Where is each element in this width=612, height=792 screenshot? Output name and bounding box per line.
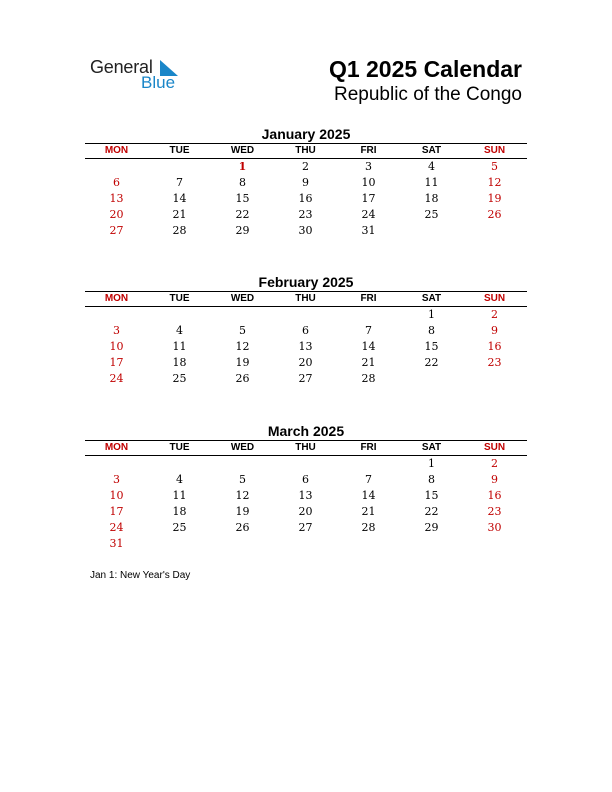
day-cell: 6 bbox=[302, 324, 309, 337]
day-cell: 29 bbox=[235, 224, 250, 237]
week-row bbox=[85, 223, 527, 239]
day-cell: 6 bbox=[302, 473, 309, 486]
week-row bbox=[85, 191, 527, 207]
weekday-label: FRI bbox=[360, 293, 377, 304]
day-cell: 20 bbox=[109, 208, 124, 221]
day-cell: 29 bbox=[424, 521, 439, 534]
day-cell: 8 bbox=[239, 176, 246, 189]
day-cell: 12 bbox=[235, 489, 250, 502]
day-cell: 2 bbox=[491, 308, 498, 321]
week-row bbox=[85, 207, 527, 223]
day-cell: 4 bbox=[428, 160, 435, 173]
day-cell bbox=[274, 536, 337, 552]
weekday-label: SAT bbox=[421, 145, 442, 156]
week-row bbox=[85, 307, 527, 323]
day-cell bbox=[148, 307, 211, 323]
day-cell: 7 bbox=[365, 324, 372, 337]
month-title: March 2025 bbox=[267, 423, 345, 439]
day-cell bbox=[85, 307, 148, 323]
day-cell: 13 bbox=[298, 340, 313, 353]
day-cell: 28 bbox=[172, 224, 187, 237]
weekday-header-row bbox=[85, 291, 527, 307]
day-cell: 18 bbox=[424, 192, 439, 205]
weekday-label: SUN bbox=[483, 442, 506, 453]
day-cell: 2 bbox=[491, 457, 498, 470]
day-cell: 4 bbox=[176, 473, 183, 486]
logo-text-general: General bbox=[90, 57, 153, 77]
weekday-label: TUE bbox=[169, 442, 190, 453]
week-row bbox=[85, 504, 527, 520]
day-cell bbox=[337, 307, 400, 323]
day-cell: 3 bbox=[365, 160, 372, 173]
day-cell: 3 bbox=[113, 324, 120, 337]
logo bbox=[90, 56, 200, 96]
weekday-header-row bbox=[85, 143, 527, 159]
day-cell: 27 bbox=[109, 224, 124, 237]
week-row bbox=[85, 488, 527, 504]
day-cell: 31 bbox=[109, 537, 124, 550]
day-cell: 13 bbox=[298, 489, 313, 502]
day-cell: 16 bbox=[487, 340, 502, 353]
week-row bbox=[85, 339, 527, 355]
day-cell: 22 bbox=[424, 356, 439, 369]
month-title: February 2025 bbox=[258, 274, 354, 290]
day-cell: 19 bbox=[487, 192, 502, 205]
day-cell: 24 bbox=[109, 521, 124, 534]
week-row bbox=[85, 175, 527, 191]
day-cell bbox=[211, 307, 274, 323]
day-cell: 11 bbox=[424, 176, 439, 189]
month-calendar bbox=[85, 422, 527, 552]
day-cell: 27 bbox=[298, 372, 313, 385]
day-cell: 5 bbox=[239, 324, 246, 337]
day-cell bbox=[463, 371, 526, 387]
day-cell: 2 bbox=[302, 160, 309, 173]
day-cell: 14 bbox=[361, 489, 376, 502]
week-row bbox=[85, 371, 527, 387]
day-cell: 25 bbox=[172, 521, 187, 534]
day-cell: 9 bbox=[491, 324, 498, 337]
day-cell: 11 bbox=[172, 340, 187, 353]
weekday-label: WED bbox=[230, 145, 255, 156]
day-cell: 11 bbox=[172, 489, 187, 502]
day-cell: 25 bbox=[424, 208, 439, 221]
day-cell: 13 bbox=[109, 192, 124, 205]
day-cell: 26 bbox=[235, 372, 250, 385]
weekday-label: FRI bbox=[360, 145, 377, 156]
day-cell: 7 bbox=[176, 176, 183, 189]
day-cell: 17 bbox=[361, 192, 376, 205]
day-cell: 25 bbox=[172, 372, 187, 385]
day-cell: 19 bbox=[235, 356, 250, 369]
month-calendar bbox=[85, 125, 527, 239]
day-cell bbox=[400, 223, 463, 239]
day-cell: 26 bbox=[235, 521, 250, 534]
day-cell: 14 bbox=[361, 340, 376, 353]
day-cell: 18 bbox=[172, 356, 187, 369]
weekday-label: SUN bbox=[483, 145, 506, 156]
day-cell: 5 bbox=[239, 473, 246, 486]
day-cell: 9 bbox=[491, 473, 498, 486]
month-title: January 2025 bbox=[261, 126, 351, 142]
logo-text-blue: Blue bbox=[141, 73, 176, 92]
day-cell bbox=[148, 536, 211, 552]
day-cell bbox=[463, 536, 526, 552]
day-cell: 14 bbox=[172, 192, 187, 205]
weekday-label: SUN bbox=[483, 293, 506, 304]
day-cell: 10 bbox=[109, 489, 124, 502]
day-cell: 28 bbox=[361, 372, 376, 385]
weekday-label: THU bbox=[295, 293, 316, 304]
day-cell: 1 bbox=[428, 308, 435, 321]
day-cell: 5 bbox=[491, 160, 498, 173]
day-cell: 21 bbox=[361, 356, 376, 369]
week-row bbox=[85, 520, 527, 536]
day-cell: 20 bbox=[298, 356, 313, 369]
day-cell: 4 bbox=[176, 324, 183, 337]
day-cell: 3 bbox=[113, 473, 120, 486]
day-cell: 15 bbox=[235, 192, 250, 205]
day-cell: 23 bbox=[487, 356, 502, 369]
day-cell: 30 bbox=[298, 224, 313, 237]
day-cell: 15 bbox=[424, 340, 439, 353]
day-cell: 22 bbox=[424, 505, 439, 518]
day-cell: 16 bbox=[487, 489, 502, 502]
page-title: Q1 2025 Calendar bbox=[328, 56, 522, 82]
day-cell: 24 bbox=[109, 372, 124, 385]
day-cell: 16 bbox=[298, 192, 313, 205]
day-cell: 1 bbox=[428, 457, 435, 470]
day-cell: 21 bbox=[361, 505, 376, 518]
weekday-label: SAT bbox=[421, 442, 442, 453]
day-cell: 18 bbox=[172, 505, 187, 518]
day-cell: 8 bbox=[428, 324, 435, 337]
day-cell bbox=[85, 456, 148, 472]
week-row bbox=[85, 159, 527, 175]
day-cell: 15 bbox=[424, 489, 439, 502]
day-cell bbox=[337, 456, 400, 472]
day-cell bbox=[274, 307, 337, 323]
day-cell: 9 bbox=[302, 176, 309, 189]
page-subtitle: Republic of the Congo bbox=[333, 84, 522, 105]
weekday-label: THU bbox=[295, 442, 316, 453]
day-cell: 24 bbox=[361, 208, 376, 221]
day-cell: 31 bbox=[361, 224, 376, 237]
holiday-note: Jan 1: New Year's Day bbox=[90, 570, 191, 581]
day-cell: 22 bbox=[235, 208, 250, 221]
month-calendar bbox=[85, 273, 527, 387]
day-cell: 8 bbox=[428, 473, 435, 486]
day-cell: 28 bbox=[361, 521, 376, 534]
weekday-label: MON bbox=[104, 145, 129, 156]
weekday-label: WED bbox=[230, 293, 255, 304]
day-cell: 27 bbox=[298, 521, 313, 534]
day-cell bbox=[85, 159, 148, 175]
weekday-label: TUE bbox=[169, 145, 190, 156]
week-row bbox=[85, 323, 527, 339]
day-cell: 10 bbox=[109, 340, 124, 353]
day-cell bbox=[211, 456, 274, 472]
holiday-day-cell: 1 bbox=[238, 160, 247, 173]
day-cell: 17 bbox=[109, 356, 124, 369]
day-cell: 26 bbox=[487, 208, 502, 221]
day-cell: 17 bbox=[109, 505, 124, 518]
day-cell: 10 bbox=[361, 176, 376, 189]
day-cell bbox=[148, 159, 211, 175]
day-cell: 23 bbox=[487, 505, 502, 518]
day-cell: 19 bbox=[235, 505, 250, 518]
day-cell: 6 bbox=[113, 176, 120, 189]
weekday-label: SAT bbox=[421, 293, 442, 304]
day-cell bbox=[211, 536, 274, 552]
weekday-label: MON bbox=[104, 442, 129, 453]
weekday-label: FRI bbox=[360, 442, 377, 453]
weekday-header-row bbox=[85, 440, 527, 456]
day-cell: 12 bbox=[487, 176, 502, 189]
weekday-label: MON bbox=[104, 293, 129, 304]
day-cell: 21 bbox=[172, 208, 187, 221]
day-cell bbox=[463, 223, 526, 239]
day-cell: 23 bbox=[298, 208, 313, 221]
weekday-label: TUE bbox=[169, 293, 190, 304]
week-row bbox=[85, 355, 527, 371]
day-cell bbox=[274, 456, 337, 472]
week-row bbox=[85, 536, 527, 552]
weekday-label: WED bbox=[230, 442, 255, 453]
day-cell: 20 bbox=[298, 505, 313, 518]
day-cell bbox=[337, 536, 400, 552]
day-cell: 12 bbox=[235, 340, 250, 353]
day-cell: 7 bbox=[365, 473, 372, 486]
weekday-label: THU bbox=[295, 145, 316, 156]
day-cell bbox=[400, 371, 463, 387]
week-row bbox=[85, 456, 527, 472]
day-cell: 30 bbox=[487, 521, 502, 534]
week-row bbox=[85, 472, 527, 488]
day-cell bbox=[148, 456, 211, 472]
day-cell bbox=[400, 536, 463, 552]
